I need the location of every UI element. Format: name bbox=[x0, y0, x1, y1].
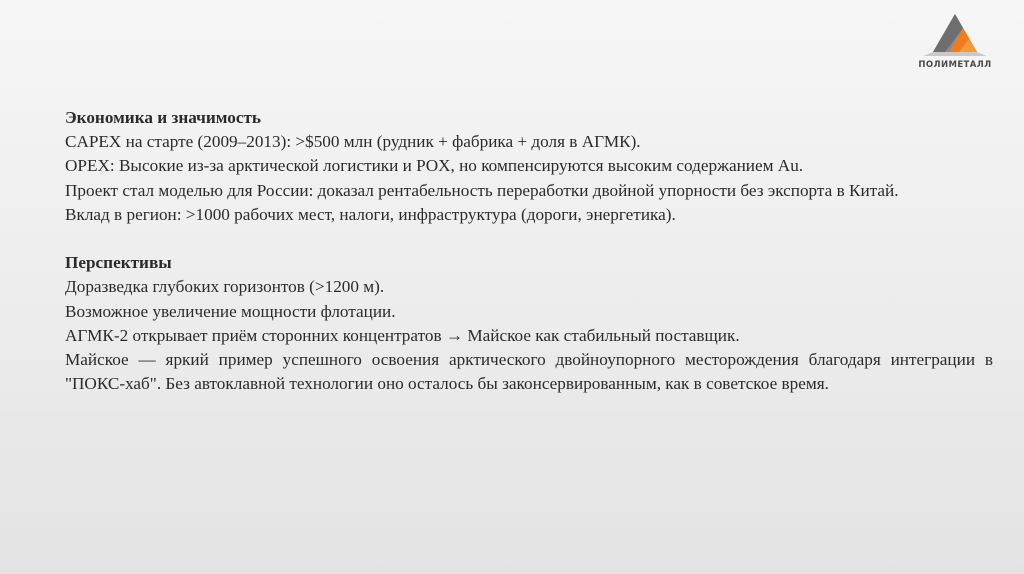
section-gap bbox=[65, 227, 993, 251]
polymetal-triangle-icon bbox=[919, 12, 991, 58]
economics-line-model: Проект стал моделью для России: доказал рентабельность переработки двойной упорности без экспорта в Китай. bbox=[65, 180, 899, 200]
prospects-line-flotation: Возможное увеличение мощности флотации. bbox=[65, 301, 396, 321]
prospects-line-conclusion: Майское — яркий пример успешного освоения арктического двойноупорного месторождения благодаря интеграции в "ПОКС-хаб". Без автоклавной технологии оно осталось бы законсервированным, как в советское время. bbox=[65, 350, 993, 394]
logo-text: ПОЛИМЕТАЛЛ bbox=[918, 60, 992, 70]
heading-economics: Экономика и значимость bbox=[65, 108, 261, 127]
prospects-line-exploration: Доразведка глубоких горизонтов (>1200 м). bbox=[65, 277, 385, 297]
slide-body bbox=[65, 106, 993, 396]
heading-prospects: Перспективы bbox=[65, 253, 172, 273]
economics-line-opex: OPEX: Высокие из-за арктической логистики и POX, но компенсируются высоким содержанием Au. bbox=[65, 156, 804, 176]
prospects-line-agmk2: АГМК-2 открывает приём сторонних концентратов → Майское как стабильный поставщик. bbox=[65, 325, 740, 345]
economics-line-region: Вклад в регион: >1000 рабочих мест, налоги, инфраструктура (дороги, энергетика). bbox=[65, 204, 676, 224]
economics-line-capex: CAPEX на старте (2009–2013): >$500 млн (рудник + фабрика + доля в АГМК). bbox=[65, 132, 641, 152]
company-logo bbox=[905, 12, 1005, 72]
